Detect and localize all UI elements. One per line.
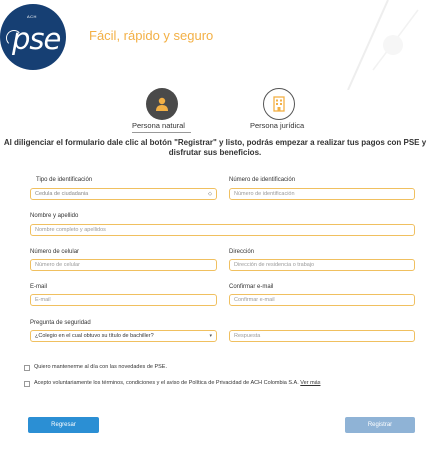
select-arrow-icon: ▾	[209, 333, 212, 339]
email-placeholder: E-mail	[35, 297, 51, 303]
terminos-checkbox[interactable]	[24, 381, 30, 387]
celular-placeholder: Número de celular	[35, 262, 80, 268]
direccion-placeholder: Dirección de residencia o trabajo	[234, 262, 315, 268]
regresar-button[interactable]: Regresar	[28, 417, 99, 433]
terminos-label[interactable]	[34, 380, 320, 386]
logo-pse-text: pse	[12, 22, 61, 56]
persona-natural-button[interactable]	[146, 88, 178, 120]
pse-logo[interactable]	[0, 4, 66, 70]
nombre-input[interactable]	[30, 224, 415, 236]
intro-line-2: disfrutar sus beneficios.	[168, 148, 262, 157]
confirm-email-placeholder: Confirmar e-mail	[234, 297, 275, 303]
novedades-checkbox[interactable]	[24, 365, 30, 371]
persona-juridica-button[interactable]	[263, 88, 295, 120]
numero-id-placeholder: Número de identificación	[234, 191, 295, 197]
intro-line-1: Al diligenciar el formulario dale clic al botón "Registrar" y listo, podrás empezar a realizar tus pagos con PSE y	[3, 138, 427, 147]
respuesta-input[interactable]	[229, 330, 415, 342]
tagline: Fácil, rápido y seguro	[89, 28, 214, 43]
email-label: E-mail	[30, 284, 48, 290]
direccion-label: Dirección	[229, 249, 255, 255]
email-input[interactable]	[30, 294, 217, 306]
direccion-input[interactable]	[229, 259, 415, 271]
confirm-email-label: Confirmar e-mail	[229, 284, 274, 290]
tipo-id-label: Tipo de identificación	[36, 177, 93, 183]
celular-label: Número de celular	[30, 249, 80, 255]
ver-mas-link[interactable]: Ver más	[300, 380, 321, 386]
respuesta-placeholder: Respuesta	[234, 333, 261, 339]
pregunta-select[interactable]	[30, 330, 217, 342]
novedades-label[interactable]: Quiero mantenerme al día con las novedades de PSE.	[34, 364, 167, 370]
terminos-text: Acepto voluntariamente los términos, condiciones y el aviso de Política de Privacidad de ACH Colombia S.A.	[34, 380, 299, 386]
background-decoration-icon	[318, 0, 428, 90]
building-icon	[272, 96, 286, 112]
persona-natural-underline	[132, 132, 191, 133]
numero-id-label: Número de identificación	[229, 177, 296, 183]
confirm-email-input[interactable]	[229, 294, 415, 306]
tipo-id-select[interactable]	[30, 188, 217, 200]
tipo-id-value: Cedula de ciudadania	[35, 191, 89, 197]
pregunta-label: Pregunta de seguridad	[30, 320, 91, 326]
persona-natural-label[interactable]: Persona natural	[132, 121, 185, 130]
user-icon	[154, 96, 170, 112]
numero-id-input[interactable]	[229, 188, 415, 200]
pregunta-value: ¿Colegio en el cual obtuvo su título de bachiller?	[35, 333, 154, 339]
celular-input[interactable]	[30, 259, 217, 271]
nombre-placeholder: Nombre completo y apellidos	[35, 227, 106, 233]
nombre-label: Nombre y apellido	[30, 213, 79, 219]
logo-ach-text: ACH	[27, 14, 37, 19]
registrar-button[interactable]: Registrar	[345, 417, 415, 433]
select-arrow-icon: ◇	[208, 191, 212, 197]
intro-text	[0, 138, 430, 158]
persona-juridica-label[interactable]: Persona jurídica	[250, 121, 305, 130]
